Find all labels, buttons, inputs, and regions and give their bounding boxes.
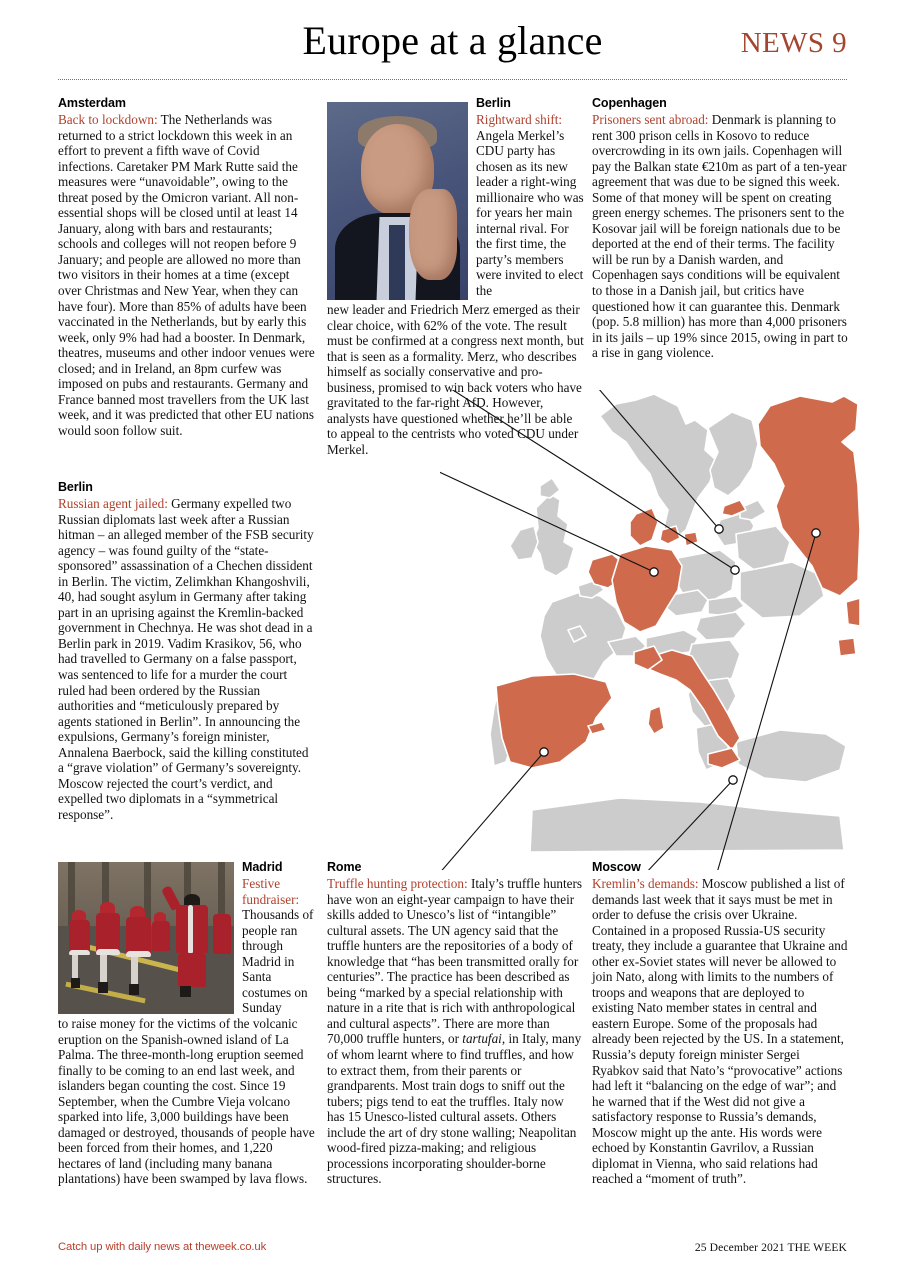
story-city-rome: Rome (327, 860, 362, 874)
story-text-rome-b: , in Italy, many of whom learnt where to find truffles, and how to extract them, from their parents or grandparents. Most train dogs to sniff out the tubers; pigs tend to eat the truffles. Italy now has 15 Unesco-listed cultural assets. Others include the art of dry stone walling; Neapolitan wood-fired pizza-making; and religious processions incorporating shoulder-borne structures. (327, 1031, 582, 1187)
section-label: NEWS 9 (740, 27, 847, 59)
marker-rome (729, 776, 737, 784)
story-lead-rome: Truffle hunting protection: (327, 876, 468, 891)
story-lead-berlin-shift: Rightward shift: (476, 112, 563, 127)
story-body-berlin-shift-rest: new leader and Friedrich Merz emerged as their clear choice, with 62% of the vote. The result must be confirmed at a congress next month, but that is seen as a formality. Merz, who describes himself as socially conservative and pro-business, promised to win back voters who have gravitated to the far-right AfD. However, analysts have questioned whether he’ll be able to appeal to the centrists who voted CDU under Merkel. (327, 302, 584, 457)
story-city-madrid: Madrid (242, 860, 283, 874)
marker-berlin (731, 566, 739, 574)
masthead (0, 18, 905, 74)
story-lead-copenhagen: Prisoners sent abroad: (592, 112, 709, 127)
footer-issue-date: 25 December 2021 THE WEEK (694, 1241, 847, 1254)
story-body-madrid-rest: to raise money for the victims of the volcanic eruption on the Spanish-owned island of La Palma. The three-month-long eruption seemed finally to be coming to an end last week, and islanders began counting the cost. Since 19 September, when the Cumbre Vieja volcano sparked into life, 3,000 buildings have been damaged or destroyed, thousands of people have been forced from their homes, and 1,220 hectares of land (including many banana plantations) have been swamped by lava flows. (58, 1016, 315, 1187)
story-body-rome (327, 876, 584, 1187)
story-text-rome-italic: tartufai (462, 1031, 502, 1047)
madrid-photo-and-intro (58, 860, 315, 1016)
story-text-copenhagen: Denmark is planning to rent 300 prison cells in Kosovo to reduce overcrowding in its own jails. Copenhagen will pay the Balkan state €210m as part of a ten-year agreement that was due to be signed this week. Some of that money will be spent on creating green energy schemes. The prisoners sent to the Kosovar jail will be foreign nationals due to be deported at the end of their terms. The facility will be run by a Danish warden, and Copenhagen says conditions will be equivalent to those in a Danish jail, but critics have questioned how it can guarantee this. Denmark (pop. 5.8 million) has more than 4,000 prisoners in its jails – up 19% since 2015, owing in part to a rise in gang violence. (592, 112, 848, 361)
story-body-copenhagen (592, 112, 849, 361)
story-city-copenhagen: Copenhagen (592, 96, 667, 110)
story-text-rome-a: Italy’s truffle hunters have won an eight-year campaign to have their skills added to Unesco’s list of “intangible” cultural assets. The UN agency said that the truffle hunters are the repositories of a body of knowledge that “has been transmitted orally for centuries”. The practice has been described as being “marked by a special relationship with nature in a rite that is rich with anthropological and cultural aspects”. There are more than 70,000 truffle hunters, or (327, 876, 583, 1047)
story-amsterdam (58, 96, 315, 438)
story-city-berlin-shift: Berlin (476, 96, 511, 110)
marker-copenhagen (715, 525, 723, 533)
marker-madrid (540, 748, 548, 756)
story-text-berlin-agent: Germany expelled two Russian diplomats last week after a Russian hitman – an alleged member of the FSB security agency – was found guilty of the “state-sponsored” assassination of a Chechen dissident in Berlin. The victim, Zelimkhan Khangoshvili, 40, had sought asylum in Germany after taking part in an uprising against the Kremlin-backed government in Chechnya. He was shot dead in a Berlin park in 2019. Vadim Krasikov, 56, who had travelled to Germany on a false passport, was sentenced to life for a murder the court ruled had been ordered by the Russian authorities and “meticulously prepared by agents stationed in Berlin”. In announcing the expulsions, Germany’s foreign minister, Annalena Baerbock, said the killing constituted a “grave violation” of Germany’s sovereignty. Moscow rejected the court’s verdict, and expelled two diplomats in a “symmetrical response”. (58, 496, 314, 822)
story-city-amsterdam: Amsterdam (58, 96, 126, 110)
story-text-berlin-shift-wrap: Angela Merkel’s CDU party has chosen as its new leader a right-wing millionaire who was for years her main internal rival. For the first time, the party’s members were invited to elect the (476, 127, 584, 299)
story-body-amsterdam (58, 112, 315, 438)
story-lead-amsterdam: Back to lockdown: (58, 112, 158, 127)
story-text-amsterdam: The Netherlands was returned to a strict lockdown this week in an effort to prevent a fifth wave of Covid infections. Caretaker PM Mark Rutte said the measures were “unavoidable”, owing to the threat posed by the Omicron variant. All non-essential shops will be closed until at least 14 January, along with bars and restaurants; schools and colleges will not reopen before 9 January; and people are allowed no more than two visitors in their homes at a time (except over Christmas and New Year, when they can have four). More than 85% of adults have been vaccinated in the Netherlands, but by early this week, only 9% had had a booster. In Denmark, theatres, museums and other indoor venues were closed; and in Ireland, an 8pm curfew was imposed on pubs and restaurants. Germany and France banned most travellers from the UK last week, and it was predicted that other EU nations would soon follow suit. (58, 112, 315, 438)
page-title: Europe at a glance (302, 18, 603, 63)
header-divider (58, 79, 847, 80)
story-berlin-agent (58, 480, 315, 822)
story-rome (327, 860, 584, 1187)
europe-locator-map (440, 390, 860, 870)
marker-amsterdam (650, 568, 658, 576)
story-madrid (58, 860, 315, 1187)
story-text-madrid-wrap: Thousands of people ran through Madrid in Santa costumes on Sunday (242, 907, 314, 1016)
marker-moscow (812, 529, 820, 537)
story-city-berlin-agent: Berlin (58, 480, 93, 494)
story-copenhagen (592, 96, 849, 361)
story-body-moscow (592, 876, 849, 1187)
story-text-moscow: Moscow published a list of demands last week that it says must be met in order to defuse the crisis over Ukraine. Contained in a proposed Russia-US security treaty, they include a guarantee that Ukraine and other ex-Soviet states will never be allowed to join Nato, along with limits to the numbers of troops and weapons that are deployed to existing Nato member states in central and eastern Europe. Some of the proposals had already been rejected by the US. In a statement, Russia’s deputy foreign minister Sergei Ryabkov said that Nato’s “provocative” actions had left it “balancing on the edge of war”; and he warned that if the West did not give a satisfactory response to Russia’s demands, Moscow might up the ante. His words were echoed by Konstantin Gavrilov, a Russian diplomat in Vienna, who said relations had reached a “moment of truth”. (592, 876, 848, 1187)
photo-friedrich-merz (327, 102, 468, 300)
story-lead-moscow: Kremlin’s demands: (592, 876, 699, 891)
footer-promo[interactable]: Catch up with daily news at theweek.co.uk (58, 1241, 267, 1253)
photo-santa-run-madrid (58, 862, 234, 1014)
map-svg (440, 390, 860, 870)
story-berlin-shift (327, 96, 584, 457)
story-lead-berlin-agent: Russian agent jailed: (58, 496, 168, 511)
leader-line-madrid (440, 752, 544, 870)
story-city-moscow: Moscow (592, 860, 641, 874)
photo-hands (409, 189, 457, 280)
story-lead-madrid: Festive fundraiser: (242, 876, 300, 907)
story-moscow (592, 860, 849, 1187)
berlin-photo-and-intro (327, 96, 584, 302)
story-body-berlin-agent (58, 496, 315, 822)
